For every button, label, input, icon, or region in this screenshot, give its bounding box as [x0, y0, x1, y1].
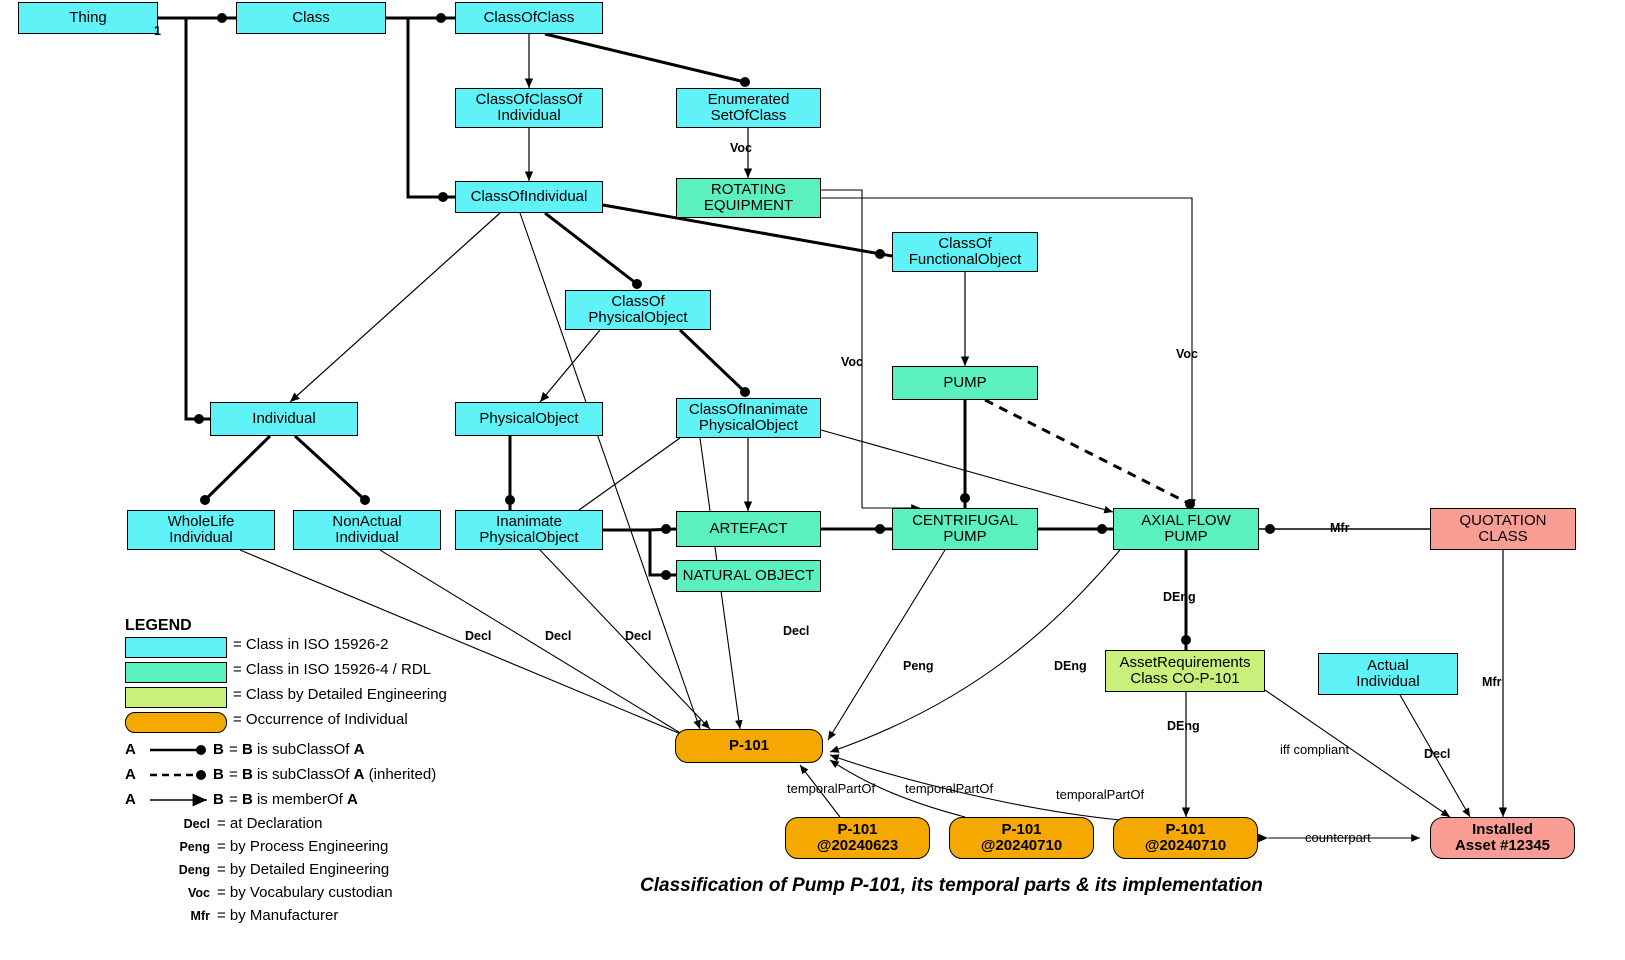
node-class[interactable] [236, 2, 386, 34]
edge-label-10: Peng [903, 659, 934, 673]
legend-swatch-0 [125, 637, 227, 658]
edge-label-12: Mfr [1482, 675, 1502, 689]
edge-label-16: temporalPartOf [787, 781, 876, 796]
node-axialflowpump[interactable] [1113, 508, 1259, 550]
node-classofclassofindividual[interactable] [455, 88, 603, 128]
node-rotatingequipment[interactable] [676, 178, 821, 218]
node-label: ClassOf FunctionalObject [908, 235, 1022, 268]
legend-key-desc-1: = by Process Engineering [217, 838, 389, 855]
node-label: P-101 @20240710 [1144, 821, 1227, 854]
legend-relation-b-2: B [213, 791, 224, 808]
edge-label-15: iff compliant [1280, 742, 1350, 757]
legend-swatch-label-0: = Class in ISO 15926-2 [233, 636, 389, 653]
node-p101b[interactable] [949, 817, 1094, 859]
edge-label-13: DEng [1167, 719, 1200, 733]
legend-relation-b-1: B [213, 766, 224, 783]
edge-label-9: Decl [783, 624, 810, 638]
legend-key-4: Mfr [190, 909, 210, 923]
node-label: AXIAL FLOW PUMP [1141, 512, 1231, 545]
legend-key-3: Voc [188, 886, 210, 900]
node-label: Class [292, 9, 330, 27]
node-label: Individual [252, 410, 316, 428]
node-label: ARTEFACT [709, 520, 788, 538]
node-p101a[interactable] [785, 817, 930, 859]
node-label: Inanimate PhysicalObject [479, 513, 579, 546]
node-label: Installed Asset #12345 [1454, 821, 1551, 854]
legend-key-desc-4: = by Manufacturer [217, 907, 339, 924]
edge-label-4: Mfr [1330, 521, 1350, 535]
legend [125, 617, 595, 947]
node-classoffunctionalobject[interactable] [892, 232, 1038, 272]
legend-key-0: Decl [183, 817, 210, 831]
node-classofindividual[interactable] [455, 181, 603, 213]
legend-relation-a-0: A [125, 741, 136, 758]
node-thing[interactable] [18, 2, 158, 34]
node-label: CENTRIFUGAL PUMP [912, 512, 1018, 545]
diagram-caption: Classification of Pump P-101, its temporal parts & its implementation [640, 875, 1263, 896]
edge-label-5: DEng [1163, 590, 1196, 604]
node-label: Thing [69, 9, 107, 27]
legend-relation-a-2: A [125, 791, 136, 808]
node-nonactualindividual[interactable] [293, 510, 441, 550]
node-p101[interactable] [675, 729, 823, 763]
node-individual[interactable] [210, 402, 358, 436]
legend-relation-desc-0: = B is subClassOf A [229, 741, 365, 758]
legend-key-desc-3: = by Vocabulary custodian [217, 884, 393, 901]
edge-label-7: Decl [545, 629, 572, 643]
node-label: NATURAL OBJECT [682, 567, 815, 585]
node-inanimatephysicalobject[interactable] [455, 510, 603, 550]
node-classofinanimatephysicalobject[interactable] [676, 398, 821, 438]
edge-label-8: Decl [625, 629, 652, 643]
node-label: Enumerated SetOfClass [707, 91, 790, 124]
node-enumeratedsetofclass[interactable] [676, 88, 821, 128]
edge-label-2: Voc [841, 355, 863, 369]
edge-label-14: Decl [1424, 747, 1451, 761]
node-label: WholeLife Individual [167, 513, 235, 546]
node-label: PUMP [943, 374, 987, 392]
node-label: AssetRequirements Class CO-P-101 [1119, 654, 1251, 687]
legend-relation-desc-2: = B is memberOf A [229, 791, 358, 808]
node-label: ClassOfClassOf Individual [475, 91, 583, 124]
node-artefact[interactable] [676, 511, 821, 547]
node-label: QUOTATION CLASS [1459, 512, 1547, 545]
node-label: PhysicalObject [479, 410, 579, 428]
node-label: ClassOfInanimate PhysicalObject [688, 401, 809, 434]
node-wholelifeindividual[interactable] [127, 510, 275, 550]
node-naturalobject[interactable] [676, 560, 821, 592]
node-p101c[interactable] [1113, 817, 1258, 859]
node-label: NonActual Individual [332, 513, 402, 546]
edge-label-18: temporalPartOf [1056, 787, 1145, 802]
legend-swatch-label-1: = Class in ISO 15926-4 / RDL [233, 661, 432, 678]
node-label: Actual Individual [1356, 657, 1420, 690]
node-label: ROTATING EQUIPMENT [703, 181, 794, 214]
node-pump[interactable] [892, 366, 1038, 400]
edge-label-0: 1 [154, 24, 161, 38]
legend-relation-desc-1: = B is subClassOf A (inherited) [229, 766, 437, 783]
node-centrifugalpump[interactable] [892, 508, 1038, 550]
edge-label-11: DEng [1054, 659, 1087, 673]
legend-key-desc-0: = at Declaration [217, 815, 323, 832]
node-assetrequirementsclass[interactable] [1105, 650, 1265, 692]
node-label: P-101 [728, 737, 770, 755]
legend-relation-a-1: A [125, 766, 136, 783]
edge-label-3: Voc [1176, 347, 1198, 361]
edge-label-19: counterpart [1305, 830, 1371, 845]
node-label: ClassOfIndividual [470, 188, 588, 206]
legend-swatch-2 [125, 687, 227, 708]
node-label: P-101 @20240623 [816, 821, 899, 854]
node-physicalobject[interactable] [455, 402, 603, 436]
edge-label-1: Voc [730, 141, 752, 155]
legend-key-2: Deng [178, 863, 210, 877]
node-classofclass[interactable] [455, 2, 603, 34]
node-label: P-101 @20240710 [980, 821, 1063, 854]
node-quotationclass[interactable] [1430, 508, 1576, 550]
edge-label-17: temporalPartOf [905, 781, 994, 796]
legend-swatch-1 [125, 662, 227, 683]
node-label: ClassOf PhysicalObject [588, 293, 688, 326]
node-label: ClassOfClass [483, 9, 575, 27]
legend-swatch-3 [125, 712, 227, 733]
node-actualindividual[interactable] [1318, 653, 1458, 695]
edge-label-6: Decl [465, 629, 492, 643]
legend-key-1: Peng [179, 840, 210, 854]
legend-key-desc-2: = by Detailed Engineering [217, 861, 390, 878]
node-classofphysicalobject[interactable] [565, 290, 711, 330]
legend-swatch-label-3: = Occurrence of Individual [233, 711, 408, 728]
legend-relation-b-0: B [213, 741, 224, 758]
node-installedasset[interactable] [1430, 817, 1575, 859]
legend-title: LEGEND [125, 617, 192, 634]
legend-swatch-label-2: = Class by Detailed Engineering [233, 686, 447, 703]
